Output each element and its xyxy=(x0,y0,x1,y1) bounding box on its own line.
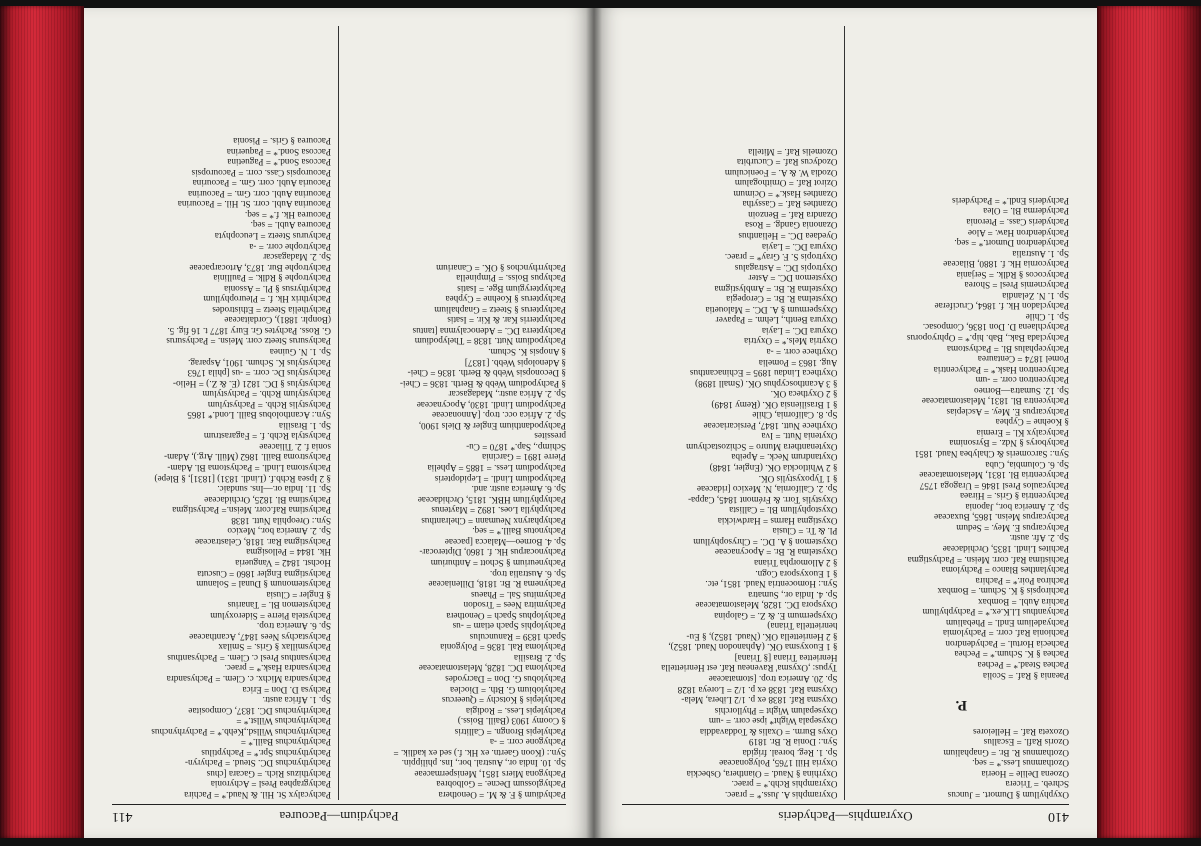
dictionary-entry: Pachyneurium § Schott = Anthurium xyxy=(430,557,566,568)
dictionary-entry: Oxystelma R. Br. = Ceropegia xyxy=(726,294,838,305)
dictionary-entry: Oxythece corr. = -a xyxy=(766,347,838,358)
right-page-edges xyxy=(1097,6,1201,838)
dictionary-entry: Pachycalyx St. Hil. & Naud.* = Pachira xyxy=(184,790,331,800)
dictionary-entry: Sp. 11. India or.—Ins. sundaic. xyxy=(217,484,331,495)
dictionary-entry: Pachycaulos Presl 1846 = Uragoga 1757 xyxy=(919,480,1069,491)
dictionary-entry: Oxystophyllum Bl. = Callista xyxy=(729,505,838,516)
dictionary-entry: Oxytropis DC. = Astragalus xyxy=(734,262,838,273)
dictionary-entry: Oxystelma R. Br. = Amblystigma xyxy=(714,283,838,294)
dictionary-entry: Syn.: Acantholobus Baill. Lond.* 1865 xyxy=(187,410,331,421)
dictionary-entry: Pachythynchus Spr.* = Pachyptilus xyxy=(201,747,331,758)
dictionary-entry: Pacourina Aubl. corr. Gm. = Pacourina xyxy=(188,188,331,199)
dictionary-entry: § 2 Allomorpha Triana xyxy=(754,557,838,568)
dictionary-entry: Pachionia Raf. corr. = Pachylomia xyxy=(942,628,1069,639)
dictionary-entry: Pachynotus Baill.* = seq. xyxy=(472,526,566,537)
dictionary-entry: Pachyphyllum HBK. 1815, Orchidaceae xyxy=(417,494,566,505)
dictionary-entry: Paccosa Sond.* = Paquerina xyxy=(226,146,331,157)
dictionary-entry: Pachystima Raf.corr. Meisn.= Pachystigma xyxy=(172,505,331,516)
dictionary-entry: Syn.: Homocentria Naud. 1851, etc. xyxy=(705,579,838,590)
dictionary-entry: Pachypodium Nutt. 1838 = Thelypodium xyxy=(414,336,566,347)
dictionary-entry: Pachystela Pierre = Sideroxylum xyxy=(210,610,331,621)
dictionary-entry: Oxystemon § A. DC. = Chrysophyllum xyxy=(693,536,838,547)
dictionary-entry: Pachyborys § Ndz. = Byrsonima xyxy=(949,438,1069,449)
dictionary-entry: Sp. 6. Australia trop. xyxy=(489,568,566,579)
dictionary-entry: Pachycalyx Kl. = Eremia xyxy=(976,427,1069,438)
dictionary-entry: Pachythynchus DC. Steud. = Pachyryn- xyxy=(184,758,331,769)
dictionary-entry: Sp. 2. Madagascar xyxy=(263,252,331,263)
dictionary-entry: Pachypterygium Bge. = Isatis xyxy=(457,283,566,294)
left-page-column-1 xyxy=(347,26,566,800)
dictionary-entry: Oxytropis S. F. Gray* = praec. xyxy=(724,252,838,263)
dictionary-entry: Oxyspermum § A. DC. = Malouetia xyxy=(705,304,838,315)
dictionary-entry: Pachynema R. Br. 1818, Dilleniaceae xyxy=(428,579,566,590)
dictionary-entry: Pachira Aubl. = Bombax xyxy=(978,596,1069,607)
dictionary-entry: Pachycentron Hask.* = Pachycentria xyxy=(933,364,1069,375)
dictionary-entry: Pachites Lindl. 1835, Orchidaceae xyxy=(942,543,1069,554)
dictionary-entry: Sp. 4. Borneo—Malacca [paceae xyxy=(444,536,566,547)
dictionary-entry: Sp. 4. India or., Sumatra xyxy=(748,589,838,600)
dictionary-entry: Ozirot Raf. = Ornithogalum xyxy=(734,178,838,189)
dictionary-entry: Oxyura Benth., Lehm. = Papaver xyxy=(715,315,838,326)
dictionary-entry: Sp. 6. America austr. and. xyxy=(471,484,566,495)
dictionary-entry: Pacouria Aubl. corr. Gm. = Pacourina xyxy=(192,178,331,189)
dictionary-entry: Sp. 2. Afr. austr. xyxy=(1009,533,1069,544)
dictionary-entry: Sp. 2. Africa austr., Madagascar xyxy=(448,389,566,400)
dictionary-entry: § Engler = Clusia xyxy=(266,589,331,600)
dictionary-entry: Pomel 1874 = Centaurea xyxy=(977,354,1069,365)
dictionary-entry: Sp. 12. Sumatra—Borneo xyxy=(974,385,1069,396)
right-page xyxy=(594,8,1097,838)
left-page-columns xyxy=(112,26,566,800)
dictionary-entry: Ozanthes Raf. = Cassytha xyxy=(742,199,838,210)
dictionary-entry: Oxysepala Wight* ipse corr. = -um xyxy=(708,716,838,727)
dictionary-entry: Pachypus Boiss. = Pimpinella xyxy=(456,273,566,284)
dictionary-entry: Pachyrhynchus Willsd.,Kehb.* = Pachyrhynchus xyxy=(151,726,331,737)
dictionary-entry: Pachyrrhynchos § OK. = Canarium xyxy=(436,262,566,273)
dictionary-entry: Pachynocarpus Hk. f. 1860, Dipterocar- xyxy=(419,547,566,558)
dictionary-entry: Pachystemon Bl. = Tanarius xyxy=(227,600,331,611)
dictionary-entry: Pachyadelium Endl. = Phebalium xyxy=(945,617,1069,628)
dictionary-entry: G. Ross. Pachytes Gr. Eury 1877 t. 16 fig. 5. xyxy=(167,325,331,336)
dictionary-entry: Pachysandra Michx. c. Clem. = Pachysandra xyxy=(166,673,331,684)
left-page xyxy=(84,8,594,838)
dictionary-entry: Sp. 1. Brasilia xyxy=(278,420,331,431)
dictionary-entry: Pachydium § F. & M. = Oenothera xyxy=(438,790,566,800)
dictionary-entry: Pachythrix Hk. f. = Pleurophyllum xyxy=(203,294,331,305)
dictionary-entry: Pierre 1891 = Garcinia xyxy=(481,452,566,463)
dictionary-entry: Pachystigma Engler 1860 = Cuscuta xyxy=(197,568,331,579)
dictionary-entry: § 2 Ipsea Rchb.f. (Lindl. 1831) [1831], § Blepe) xyxy=(154,473,331,484)
dictionary-entry: Ozothamnus Less.* = seq. xyxy=(972,758,1069,769)
dictionary-entry: § Deconopsis Webb & Berth. 1836 = Chei- xyxy=(407,368,566,379)
dictionary-entry: Sp. 10. India or., Austral. bor., Ins. philippin. xyxy=(401,758,566,769)
dictionary-entry: Paeania § Raf. = Scolia xyxy=(982,670,1069,681)
dictionary-entry: Ozoxeta Raf. = Helleiores xyxy=(973,726,1069,737)
dictionary-entry: Pachygone corr. = -a xyxy=(489,737,566,748)
dictionary-entry xyxy=(854,716,1070,727)
dictionary-entry: Pacouropsis Cass. corr. = Pacouropsis xyxy=(191,167,331,178)
dictionary-entry: Sp. 6. America trop. xyxy=(257,621,331,632)
dictionary-entry: § 2 Henriettella OK. (Naud. 1852), § Eu- xyxy=(686,631,838,642)
dictionary-entry: Pachytrophe § Rdlk. = Paullinia xyxy=(213,273,331,284)
dictionary-entry: Pachylanthes Blanco = Pachyloma xyxy=(941,565,1069,576)
dictionary-entry: Pachypharynx Neumann = Chelranthus xyxy=(421,515,566,526)
dictionary-entry: Pachycnemis Presl = Shorea xyxy=(964,280,1069,291)
dictionary-entry: Pachylepis § Kotschy = Queercus xyxy=(441,695,566,706)
dictionary-entry: Sp. 2. California, N. Mexico [ridaceae xyxy=(696,484,838,495)
dictionary-entry: Oxytenia Nutt. = Iva xyxy=(761,431,838,442)
dictionary-entry: Ozodia W. & A. = Foeniculum xyxy=(724,167,838,178)
dictionary-entry: Schimp., Sap.* 1870 = Cu- xyxy=(466,441,566,452)
left-page-header-rule xyxy=(112,804,566,805)
dictionary-entry: Pachysmillax § Gris. = Smilax xyxy=(218,642,331,653)
dictionary-entry: Pl. & Tr. = Clusia xyxy=(772,526,838,537)
dictionary-entry: Pachylobium G. Bth. = Dioclea xyxy=(450,684,566,695)
dictionary-entry: Oxystigma Harms = Hardwickia xyxy=(717,515,838,526)
dictionary-entry: Oxystemon DC. = Aster xyxy=(748,273,838,284)
dictionary-entry: Pachypodium Less. = 1885 = Aphelia xyxy=(427,463,566,474)
dictionary-entry: Sp. 8. California, Chile xyxy=(752,410,838,421)
dictionary-entry: Ozomelis Raf. = Mitella xyxy=(748,146,838,157)
dictionary-entry: Pachythizus Rich. = Gacara [chus xyxy=(206,768,331,779)
dictionary-entry: Pachyloma Ral. 1836 = Polygonia xyxy=(440,642,566,653)
dictionary-entry: Pachyglossum Decne. = Golbobrea xyxy=(436,779,566,790)
dictionary-entry: § Adenolopis Webb. [1837] xyxy=(464,357,566,368)
dictionary-entry: Pachystachys Nees 1847, Acanthaceae xyxy=(189,631,331,642)
dictionary-entry: Pachystylis Rchb. = Pachystylum xyxy=(207,399,331,410)
dictionary-entry: Ozanthes Hask.* = Ocimum xyxy=(733,188,838,199)
dictionary-entry: Pachyrhynchus Willst.* = xyxy=(236,716,331,727)
left-page-column-2 xyxy=(112,26,331,800)
dictionary-entry: Henriettea Triana [§ Triana] xyxy=(734,652,838,663)
dictionary-entry: sonia f. 2. Tiliaceae xyxy=(259,441,331,452)
dictionary-entry: Ozandra Raf. = Benzoin xyxy=(748,209,838,220)
dictionary-entry: Pachyderis Endl.* = Pachyderis xyxy=(952,195,1069,206)
dictionary-entry: Pachypodanthium Engler & Diels 1900, xyxy=(418,420,566,431)
dictionary-entry: Pachea § K. Schum.* = Pechea xyxy=(954,649,1069,660)
dictionary-entry: Pachyloma DC. 1828, Melastomataceae xyxy=(418,663,566,674)
dictionary-entry: Pachystylus K. Schum. 1901, Asparag. xyxy=(188,357,331,368)
dictionary-entry: Aug. 1863 = Pomelia xyxy=(758,357,838,368)
dictionary-entry: Ozoena Delile = Hoeria xyxy=(981,768,1069,779)
dictionary-entry: Pachystylus § DC. 1821 (E. & Z.) = Helio- xyxy=(172,378,331,389)
dictionary-entry: § 3 Acanthoscyphus OK. (Small 1898) xyxy=(695,378,838,389)
dictionary-entry: Pachystoma Lindl. = Pachystoma Bl. Adam- xyxy=(167,463,331,474)
dictionary-entry: Syn.: (Koon Gaertn. ex Hk. f.) sed ex kadlik. = xyxy=(393,747,566,758)
dictionary-entry: § 1 Euoxyspora Cogn. xyxy=(755,568,838,579)
dictionary-entry: Oxytria Mels.* = Oxytria xyxy=(744,336,838,347)
dictionary-entry: Pachycentron corr. = -um xyxy=(975,375,1069,386)
dictionary-entry: Syn.: Sarcomeris & Chalybea Naud. 1851 xyxy=(914,449,1069,460)
dictionary-entry: Pachygona Miers 1851, Menispermaceae xyxy=(414,768,566,779)
dictionary-entry: Pachydendron Dumort.* = seq. xyxy=(954,238,1069,249)
dictionary-entry: Syn.: Oreophila Nutt. 1838 xyxy=(231,515,331,526)
dictionary-entry: Spach 1839 = Ranunculus xyxy=(469,631,566,642)
dictionary-entry: Pachycephalus Bl. = Pachystoma xyxy=(946,343,1069,354)
dictionary-entry: § 2 Oxytheca OK. xyxy=(770,389,838,400)
dictionary-entry: Pachycarpus Meisn. 1865, Buxaceae xyxy=(934,512,1069,523)
dictionary-entry: Oxytandrum Neck. = Apeiba xyxy=(731,452,838,463)
dictionary-entry: Sp. 20. America trop. [stomataceae xyxy=(708,673,838,684)
book-gutter xyxy=(586,8,602,838)
dictionary-entry: Sp. 1. N. Guinea xyxy=(269,347,331,358)
dictionary-entry: Pachydendron Haw. = Aloe xyxy=(967,227,1069,238)
dictionary-entry: Pachyclada Bak., Bab. hip.* = Ophryoporus xyxy=(906,333,1069,344)
dictionary-entry: Ozodycus Raf. = Cucurbita xyxy=(736,157,838,168)
dictionary-entry: Oxysepalum Wight = Phyllorchis xyxy=(714,705,838,716)
dictionary-entry: § Anopsis K. Schum. xyxy=(488,347,566,358)
dictionary-entry: Pachiroa Poir.* = Pachira xyxy=(975,575,1069,586)
dictionary-entry: Sp. 1. Chile xyxy=(1025,311,1069,322)
right-page-running-title: Oxyramphis—Pachyderis xyxy=(778,809,913,824)
right-page-column-2 xyxy=(622,26,838,800)
dictionary-entry: Pachyderma Bl. = Olea xyxy=(983,206,1069,217)
dictionary-entry: Ozoris Rafl. = Escallus xyxy=(983,737,1069,748)
dictionary-entry: Pachymitus Sal. = Phaeus xyxy=(470,589,566,600)
dictionary-entry: Syn.: Donia R. Br. 1819 xyxy=(748,737,838,748)
dictionary-entry: Pachypodium Lindl. 1830, Apocynaceae xyxy=(416,399,566,410)
dictionary-entry: Ozanonia Gandg. = Rosa xyxy=(745,220,838,231)
dictionary-entry: Pachyanthus Ll.K.ex.* = Pachyphyllum xyxy=(922,607,1069,618)
dictionary-entry: Pachyphylla Loes. 1892 = Maytenus xyxy=(431,505,566,516)
right-page-number: 410 xyxy=(1048,809,1069,824)
dictionary-entry: Pachystima Bl. 1825, Orchidaceae xyxy=(204,494,331,505)
dictionary-entry: Sp. 2. Africa occ. trop. [Annonaceae xyxy=(432,410,566,421)
dictionary-entry: Pachistima Raf. corr. Meisn. = Pachystigma xyxy=(907,554,1069,565)
dictionary-entry: Pachychlaena D. Don 1836, Composac. xyxy=(922,322,1069,333)
dictionary-entry: Pachysandra Hask.* = praec. xyxy=(224,663,331,674)
dictionary-entry: Pachycladon Hk. f. 1864, Cruciferae xyxy=(934,301,1069,312)
dictionary-entry: Pachylepis Less. = Rodigia xyxy=(465,705,566,716)
dictionary-entry: Oxyspora DC. 1828, Melastomataceae xyxy=(695,600,838,611)
dictionary-entry: Pachythelia Steetz = Ethistrodes xyxy=(212,304,331,315)
dictionary-entry: Pachycocos § Rdlk. = Serjania xyxy=(956,269,1069,280)
dictionary-entry: Oxytenanthera Munro = Schizostachyum xyxy=(686,441,838,452)
dictionary-entry: Pachysurus Steetz corr. Meisn. = Pachysurus xyxy=(166,336,331,347)
left-page-column-divider xyxy=(338,26,339,800)
dictionary-entry: Oxyramphis Rchb.* = praec. xyxy=(731,779,838,790)
dictionary-entry: Pachypterus § Koehne = Cyphea xyxy=(445,294,566,305)
dictionary-entry: § 1 Brasiliensia OK. (Remy 1849) xyxy=(711,399,838,410)
dictionary-entry: Oxyura DC. = Layia xyxy=(761,325,838,336)
right-page-column-1 xyxy=(854,26,1070,800)
dictionary-entry: Sp. 1. Australia xyxy=(1012,248,1069,259)
dictionary-entry: § 1 Typoxystylis OK. xyxy=(758,473,838,484)
dictionary-entry: Pachycentria § Gris. = Hiraea xyxy=(959,491,1069,502)
dictionary-entry: Oxyura DC. = Layia xyxy=(761,241,838,252)
dictionary-entry: Pachystroma Baill. 1862 (Müll. Arg.), Adam- xyxy=(164,452,331,463)
dictionary-entry: Pachystemonum § Dunal = Solanum xyxy=(196,579,331,590)
dictionary-entry: Pachycarpus E. Mey. = Sedum xyxy=(956,522,1069,533)
left-page-header xyxy=(112,806,566,824)
dictionary-entry: Pachyderis Cass. = Pteronia xyxy=(966,217,1069,228)
dictionary-entry: Oxys Burm. = Oxalis & Toddavaddia xyxy=(699,726,838,737)
dictionary-entry: Oxyspermum E. & Z. = Galopina xyxy=(714,610,838,621)
dictionary-entry: henriettella Triana) xyxy=(767,621,838,632)
dictionary-entry: Pachysa D. Don = Erica xyxy=(242,684,331,695)
dictionary-entry: Pachypterus § Steetz = Gnaphalium xyxy=(434,304,566,315)
dictionary-entry xyxy=(854,681,1070,692)
dictionary-entry: Pachystigma Rar. 1818, Celastraceae xyxy=(195,536,331,547)
dictionary-entry: Pachycentra Bl. 1831, Melastomataceae xyxy=(921,396,1069,407)
dictionary-entry: Pachycornia Hk. f. 1880, Bilaceae xyxy=(943,259,1069,270)
dictionary-entry: Pachea Stead.* = Pechea xyxy=(977,659,1069,670)
section-letter: P. xyxy=(955,696,968,713)
dictionary-entry: Oxythece Nutt. 1847, Persicariaceae xyxy=(703,420,838,431)
left-page-running-title: Pachydium—Pacourea xyxy=(279,809,399,824)
dictionary-entry: Oxystelma R. Br. = Apocynaceae xyxy=(714,547,838,558)
dictionary-entry: Pachypterris Kar. & Kir. = Isatis xyxy=(447,315,566,326)
right-page-columns xyxy=(622,26,1069,800)
dictionary-entry: Hochst. 1842 = Vangueria xyxy=(235,557,331,568)
dictionary-entry: Oxysma Raf. 1838 ex p. 1/2 = Loreya 1828 xyxy=(677,684,838,695)
dictionary-entry: Oyedaea DC. = Helianthus xyxy=(738,231,838,242)
dictionary-entry: Pachygraphea Presl = Achyronia xyxy=(210,779,331,790)
dictionary-entry: § 2 Whitlockia OK. (Engler, 1848) xyxy=(709,463,838,474)
dictionary-entry: Pachypodium Lindl. = Lepidopteris xyxy=(434,473,566,484)
left-page-number: 411 xyxy=(112,809,133,824)
dictionary-entry: Pachyurus Steetz = Leucophyta xyxy=(214,231,331,242)
dictionary-entry: Pachytrophe corr. = -a xyxy=(249,241,331,252)
dictionary-entry: Ozothamnus R. Br. = Gnaphalium xyxy=(943,747,1069,758)
dictionary-entry: Pacourea Hk. f.* = seq. xyxy=(244,209,331,220)
dictionary-entry: Pachystylum Rchb. = Pachystylum xyxy=(202,389,331,400)
dictionary-entry: Sp. 2. America bor., Mexico xyxy=(227,526,331,537)
right-page-header xyxy=(622,806,1069,824)
dictionary-entry: Sp. 1. Reg. boreal. frigida xyxy=(742,747,838,758)
dictionary-entry: Oxystylis Torr. & Frémont 1845, Cappa- xyxy=(688,494,838,505)
dictionary-entry: Pachycentria Bl. 1831, Melastomataceae xyxy=(919,470,1069,481)
dictionary-entry: § 1 Euoxysma OK. (Aphanodon Naud. 1852), xyxy=(668,642,838,653)
right-page-rotated xyxy=(594,8,1097,838)
dictionary-entry: § Pachypodium Webb & Berth. 1836 = Chei- xyxy=(399,378,566,389)
dictionary-entry: Typus: ,Oxysma' Raveneau Raf. est Henriettella xyxy=(661,663,838,674)
dictionary-entry: § Coomy 1903 (Baill. Boiss.) xyxy=(457,716,566,727)
right-page-column-divider xyxy=(845,26,846,800)
dictionary-entry: Pachylophis Spach etiam = -us xyxy=(452,621,566,632)
dictionary-entry: § Koehne = Cyphea xyxy=(995,417,1069,428)
dictionary-entry: Sp. 1. N. Zelandia xyxy=(1002,290,1069,301)
dictionary-entry: Pachystylus Dc. corr. = -us [phila 1763 xyxy=(187,368,331,379)
dictionary-entry: (Bonplr. 1881), Cordaitaceae xyxy=(224,315,331,326)
dictionary-entry: pressites xyxy=(534,431,566,442)
dictionary-entry: Pacourea Aubl. = seq. xyxy=(250,220,331,231)
dictionary-entry: Oxyramphis A. Juss.* = praec. xyxy=(724,790,838,800)
dictionary-entry: Pachylepis Brongn. = Callitris xyxy=(454,726,566,737)
dictionary-entry: Oxytheca Lindau 1895 = Echinacanthus xyxy=(689,368,838,379)
dictionary-entry: Pachytrophe Bur. 1873, Artocarpaceae xyxy=(189,262,331,273)
dictionary-entry: Pachymitra Nees = Trsodon xyxy=(463,600,566,611)
dictionary-entry: Pachylophus Spach = Oenothera xyxy=(446,610,566,621)
right-page-header-rule xyxy=(622,804,1069,805)
dictionary-entry: Sp. 1. Africa austr. xyxy=(262,695,331,706)
dictionary-entry: Pachecia Hortul. = Pachydendron xyxy=(945,638,1069,649)
dictionary-entry: Pachycarpus E. Mey. = Asclepias xyxy=(946,406,1069,417)
dictionary-entry: Pachysanthus Presl c. Clem. = Pachysanthus xyxy=(167,652,331,663)
dictionary-entry: Sp. 6. Columbia, Cuba xyxy=(985,459,1069,470)
dictionary-entry: Pacourea § Gris. = Pisonia xyxy=(233,136,331,147)
dictionary-entry: Oxyrhina § Naud. = Oianthera, Osbeckia xyxy=(686,768,838,779)
dictionary-entry: Pachythyrsus § Pl. = Assonia xyxy=(223,283,331,294)
dictionary-entry: Pachylobus G. Don = Dacryodes xyxy=(445,673,566,684)
dictionary-entry: Oxysma Raf. 1838 ex p. 1/2 Libera, Mela- xyxy=(681,695,838,706)
dictionary-entry: Sp. 2. America bor., Japonia xyxy=(965,501,1069,512)
dictionary-entry: Schreb. = Tricera xyxy=(1005,779,1069,790)
dictionary-entry: Sp. 2. Brasilia xyxy=(513,652,566,663)
dictionary-entry: Pachythynchus Baill.* = xyxy=(240,737,331,748)
dictionary-entry: Pachiropsis § K. Schum. = Bombax xyxy=(937,586,1069,597)
dictionary-entry: Paccosa Sond.* = Paguetina xyxy=(227,157,331,168)
left-page-edges xyxy=(0,6,84,838)
dictionary-entry: Pacourina Aubl. corr. St. Hil. = Pacourina xyxy=(177,199,331,210)
dictionary-entry: Pachystyla Rchb. f. = Fagarastrum xyxy=(203,431,331,442)
dictionary-entry: Oxyria Hill 1765, Polygonaceae xyxy=(719,758,838,769)
dictionary-entry: Hk. 1844 = Pellosigma xyxy=(246,547,331,558)
dictionary-entry: Pachyrhynchus DC. 1837, Compositae xyxy=(188,705,331,716)
dictionary-entry: Pachypterra DC. = Adenocalymna [tantus xyxy=(412,325,566,336)
left-page-rotated xyxy=(84,8,594,838)
dictionary-entry: Oxyphyllum § Dumort. = Juncus xyxy=(947,790,1069,800)
